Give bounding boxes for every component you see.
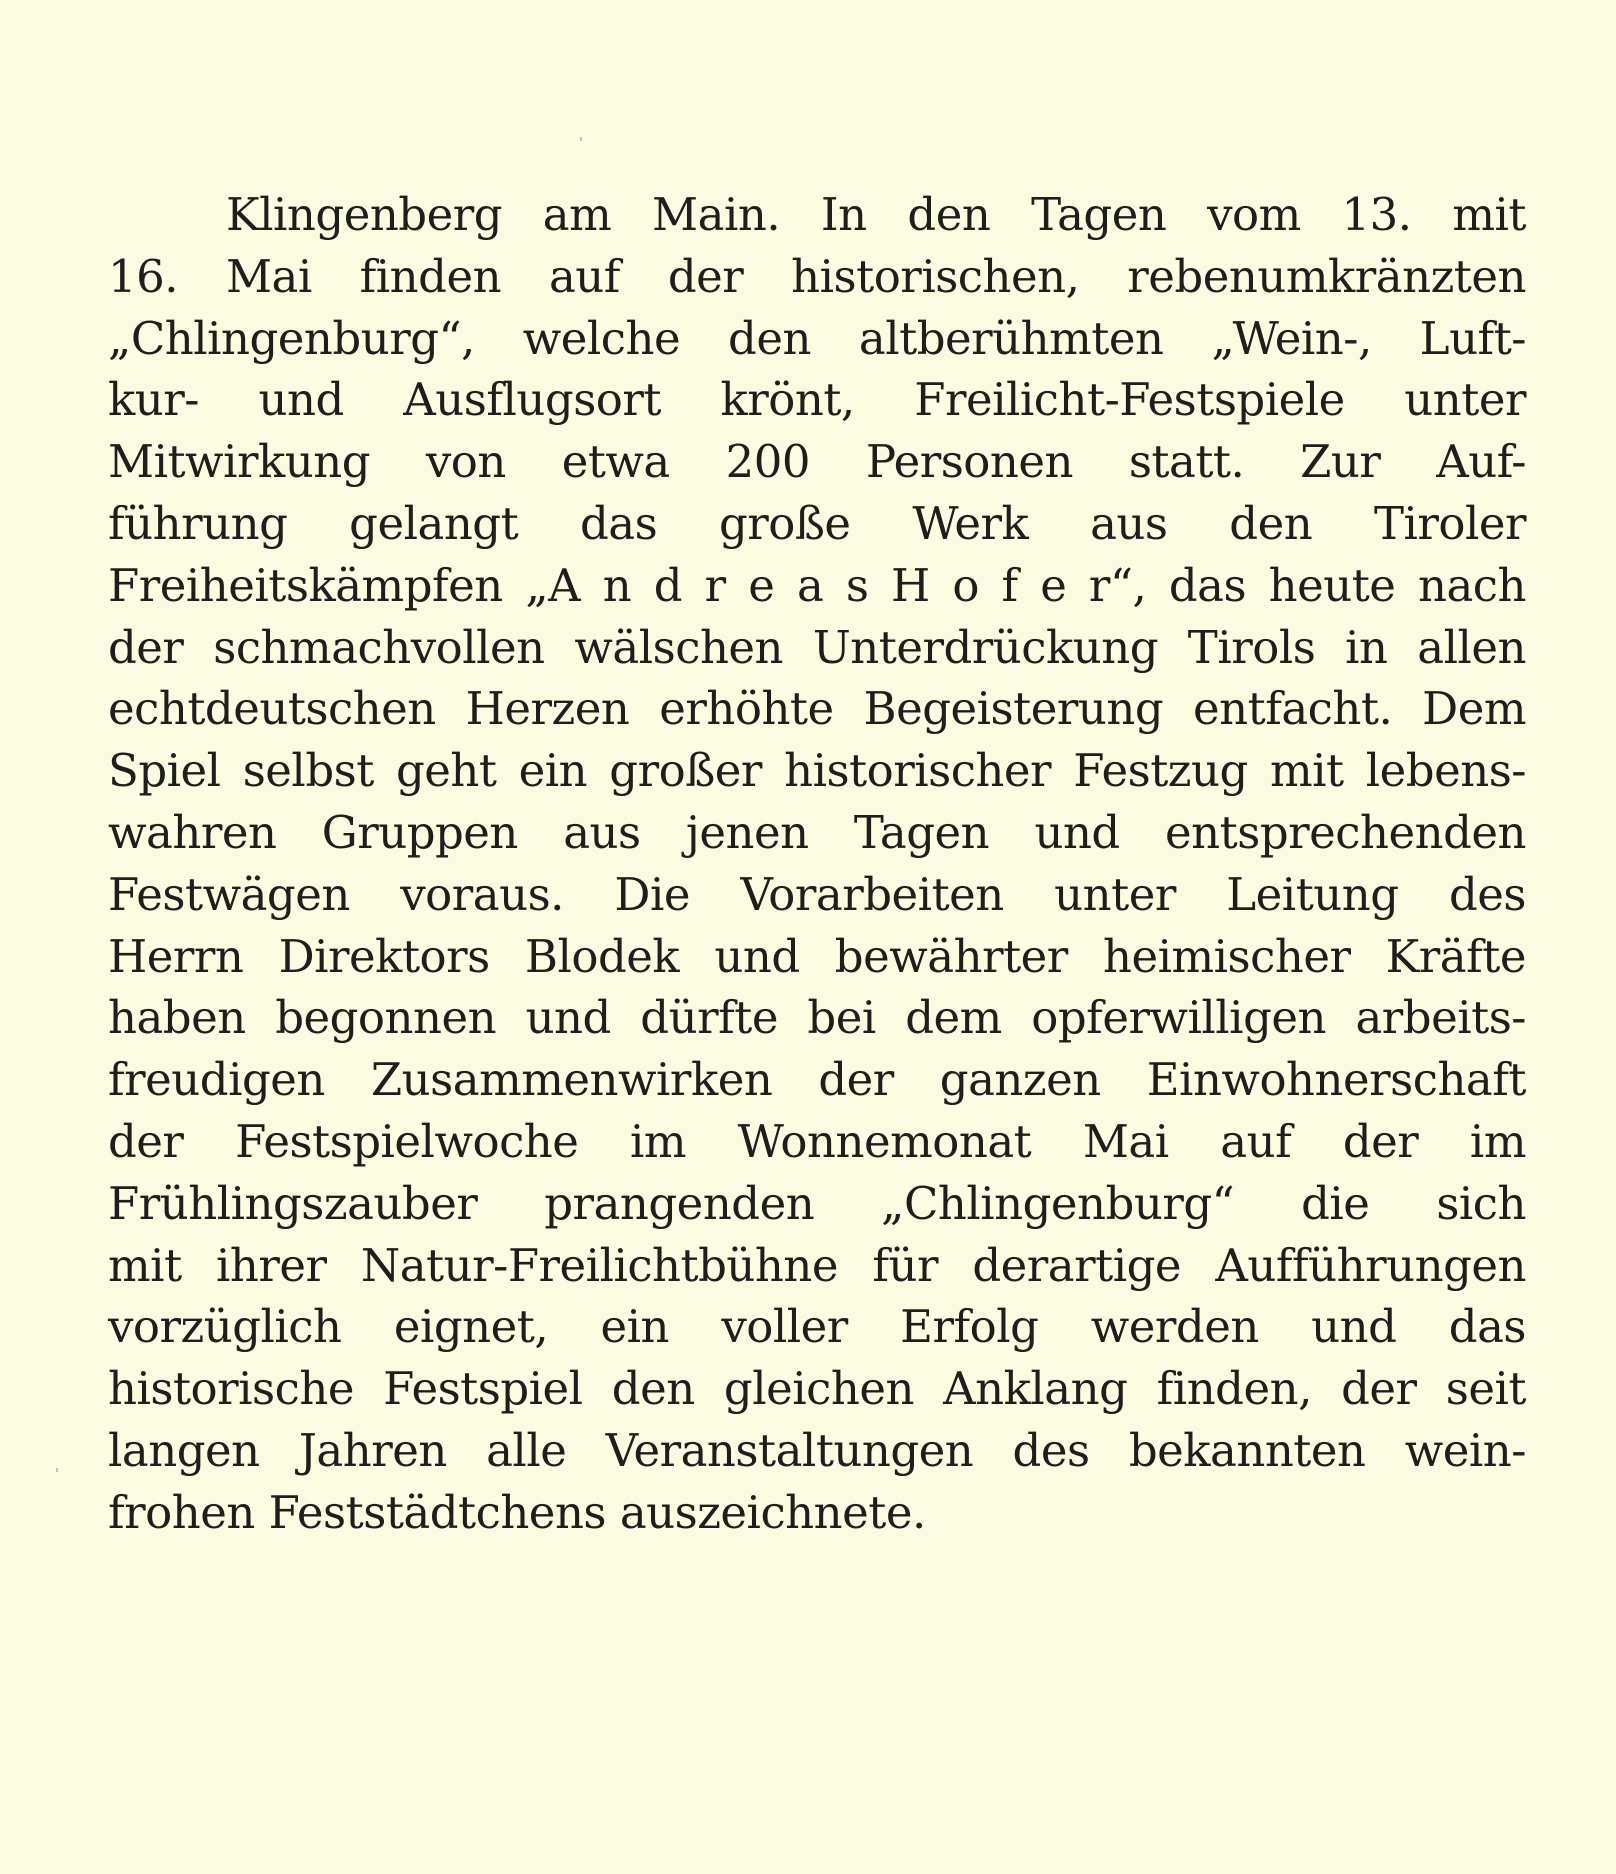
text-line: kur- und Ausflugsort krönt, Freilicht-Festspiele unter xyxy=(108,373,1526,427)
text-line: „Chlingenburg“, welche den altberühmten „Wein-, Luft- xyxy=(108,311,1526,365)
text-line: Mitwirkung von etwa 200 Personen statt. Zur Auf- xyxy=(108,435,1526,489)
text-line: frohen Feststädtchens auszeichnete. xyxy=(108,1485,926,1539)
text-line: historische Festspiel den gleichen Anklang finden, der seit xyxy=(108,1362,1526,1416)
text-line: Freiheitskämpfen „A n d r e a s H o f e r“, das heute nach xyxy=(108,558,1526,612)
text-line: mit ihrer Natur-Freilichtbühne für derartige Aufführungen xyxy=(108,1238,1526,1292)
text-line: Frühlingszauber prangenden „Chlingenburg“ die sich xyxy=(108,1176,1526,1230)
text-line: führung gelangt das große Werk aus den Tiroler xyxy=(108,496,1526,550)
text-line: Klingenberg am Main. In den Tagen vom 13. mit xyxy=(226,188,1526,241)
text-line: der schmachvollen wälschen Unterdrückung Tirols in allen xyxy=(108,620,1526,674)
text-line: Festwägen voraus. Die Vorarbeiten unter Leitung des xyxy=(108,867,1526,921)
text-line: freudigen Zusammenwirken der ganzen Einwohnerschaft xyxy=(108,1053,1526,1107)
text-line: der Festspielwoche im Wonnemonat Mai auf der im xyxy=(108,1114,1526,1168)
text-line: echtdeutschen Herzen erhöhte Begeisterung entfacht. Dem xyxy=(108,682,1526,736)
text-line: wahren Gruppen aus jenen Tagen und entsprechenden xyxy=(108,805,1526,859)
text-line: vorzüglich eignet, ein voller Erfolg werden und das xyxy=(108,1300,1526,1354)
text-line: Spiel selbst geht ein großer historischer Festzug mit lebens- xyxy=(108,744,1526,798)
text-line: 16. Mai finden auf der historischen, rebenumkränzten xyxy=(108,249,1526,303)
paper-speck xyxy=(56,1468,58,1472)
article-paragraph xyxy=(108,184,1526,1544)
text-line: haben begonnen und dürfte bei dem opferwilligen arbeits- xyxy=(108,991,1526,1045)
text-line: Herrn Direktors Blodek und bewährter heimischer Kräfte xyxy=(108,929,1526,983)
text-line: langen Jahren alle Veranstaltungen des bekannten wein- xyxy=(108,1423,1526,1477)
paper-speck xyxy=(580,137,582,141)
